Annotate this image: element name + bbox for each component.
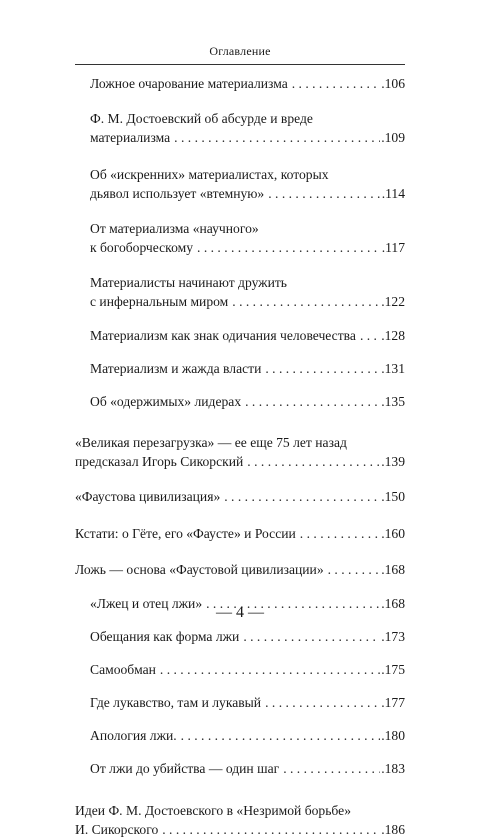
toc-page-number: .106	[381, 76, 405, 91]
toc-entry-title-line: Об «искренних» материалистах, которых	[90, 167, 329, 182]
dot-leader	[243, 627, 380, 646]
toc-entry[interactable]	[75, 109, 405, 147]
dot-leader	[224, 487, 380, 506]
toc-entry-title-line: От материализма «научного»	[90, 221, 259, 236]
toc-entry[interactable]	[75, 524, 405, 543]
table-of-contents	[75, 74, 405, 839]
toc-page-number: .180	[381, 728, 405, 743]
dot-leader	[360, 326, 380, 345]
toc-entry-title-line: Апология лжи.	[90, 728, 177, 743]
dot-leader	[283, 759, 380, 778]
running-header: Оглавление	[209, 44, 271, 58]
toc-entry[interactable]	[75, 560, 405, 579]
toc-page-number: .177	[381, 695, 405, 710]
dot-leader	[162, 820, 380, 839]
toc-page-number: .175	[381, 662, 405, 677]
toc-entry[interactable]	[75, 273, 405, 311]
dot-leader	[247, 452, 380, 471]
dot-leader	[197, 238, 381, 257]
dot-leader	[300, 524, 380, 543]
toc-entry-title-line: Кстати: о Гёте, его «Фаусте» и России	[75, 526, 296, 541]
toc-entry-title-line: И. Сикорского	[75, 822, 159, 837]
dot-leader	[160, 660, 380, 679]
toc-entry-title-line: Обещания как форма лжи	[90, 629, 240, 644]
toc-page-number: .186	[381, 822, 405, 837]
toc-page-number: .168	[381, 562, 405, 577]
toc-entry-title-line: Об «одержимых» лидерах	[90, 394, 242, 409]
toc-entry-title-line: с инфернальным миром	[90, 294, 229, 309]
toc-entry-title-line: Материализм и жажда власти	[90, 361, 262, 376]
header-divider	[75, 64, 405, 65]
toc-page-number: .168	[381, 596, 405, 611]
toc-entry[interactable]	[75, 693, 405, 712]
toc-entry[interactable]	[75, 801, 405, 839]
toc-page-number: .173	[381, 629, 405, 644]
toc-entry-title-line: Где лукавство, там и лукавый	[90, 695, 262, 710]
toc-page-number: .183	[381, 761, 405, 776]
toc-page-number: .109	[381, 130, 405, 145]
toc-entry[interactable]	[75, 326, 405, 345]
toc-page-number: .131	[381, 361, 405, 376]
toc-entry-title-line: Ложное очарование материализма	[90, 76, 288, 91]
toc-entry[interactable]	[75, 759, 405, 778]
page-number: — 4 —	[216, 604, 264, 621]
dot-leader	[292, 74, 380, 93]
toc-entry-title-line: материализма	[90, 130, 171, 145]
toc-page-number: .160	[381, 526, 405, 541]
toc-entry[interactable]	[75, 219, 405, 257]
dot-leader	[268, 184, 380, 203]
toc-entry-title-line: «Великая перезагрузка» — ее еще 75 лет назад	[75, 435, 347, 450]
toc-page-number: .117	[381, 240, 405, 255]
toc-entry[interactable]	[75, 74, 405, 93]
dot-leader	[174, 128, 380, 147]
toc-entry[interactable]	[75, 487, 405, 506]
toc-entry-title-line: дьявол использует «втемную»	[90, 186, 265, 201]
toc-entry-title-line: Ложь — основа «Фаустовой цивилизации»	[75, 562, 324, 577]
toc-entry-title-line: Идеи Ф. М. Достоевского в «Незримой борьбе»	[75, 803, 351, 818]
toc-page-number: .150	[381, 489, 405, 504]
dot-leader	[232, 292, 380, 311]
toc-entry-title-line: Материализм как знак одичания человечества	[90, 328, 356, 343]
dot-leader	[245, 392, 380, 411]
toc-entry[interactable]	[75, 165, 405, 203]
toc-entry[interactable]	[75, 627, 405, 646]
toc-entry[interactable]	[75, 660, 405, 679]
toc-entry-title-line: Материалисты начинают дружить	[90, 275, 287, 290]
toc-entry-title-line: Самообман	[90, 662, 156, 677]
toc-entry-title-line: «Фаустова цивилизация»	[75, 489, 221, 504]
toc-entry[interactable]	[75, 359, 405, 378]
toc-page-number: .139	[381, 454, 405, 469]
toc-entry-title-line: Ф. М. Достоевский об абсурде и вреде	[90, 111, 313, 126]
toc-page-number: .122	[381, 294, 405, 309]
dot-leader	[328, 560, 381, 579]
dot-leader	[265, 359, 380, 378]
toc-page-number: .128	[381, 328, 405, 343]
toc-entry[interactable]	[75, 726, 405, 745]
toc-entry[interactable]	[75, 392, 405, 411]
toc-page-number: .135	[381, 394, 405, 409]
toc-page-number: .114	[381, 186, 405, 201]
toc-entry-title-line: к богоборческому	[90, 240, 194, 255]
toc-entry[interactable]	[75, 433, 405, 471]
toc-entry-title-line: «Лжец и отец лжи»	[90, 596, 203, 611]
dot-leader	[181, 726, 381, 745]
toc-entry-title-line: предсказал Игорь Сикорский	[75, 454, 244, 469]
dot-leader	[265, 693, 380, 712]
toc-entry-title-line: От лжи до убийства — один шаг	[90, 761, 280, 776]
